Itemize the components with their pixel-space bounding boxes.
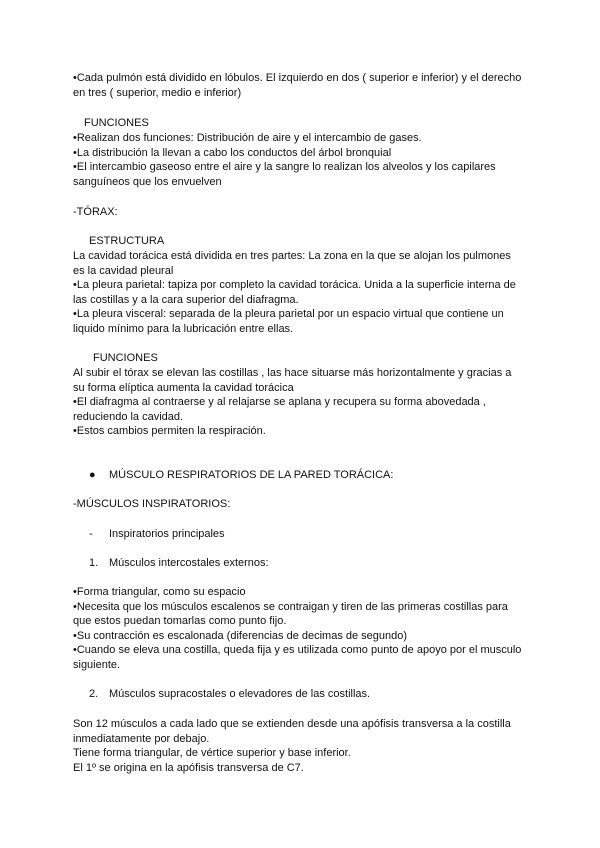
intercostales-item [89,556,269,571]
text-line: sanguíneos que los envuelven [73,175,222,188]
text-line: •La pleura parietal: tapiza por completo la cavidad torácica. Unida a la superficie interna de [73,279,516,292]
supracostales-text: Músculos supracostales o elevadores de las costillas. [109,688,371,700]
text-line: Al subir el tórax se elevan las costillas , las hace situarse más horizontalmente y gracias a [73,367,512,379]
text-line: es la cavidad pleural [73,264,174,277]
text-line: su forma elíptica aumenta la cavidad torácica [73,381,294,394]
bullet-marker: ● [89,469,96,481]
text-line: siguiente. [73,658,121,671]
intercostales-paragraph [73,585,528,673]
supracostales-item [89,687,370,702]
lobulos-paragraph [73,71,528,100]
number-marker: 1. [89,557,99,569]
text-line: •La distribución la llevan a cabo los conductos del árbol bronquial [73,146,392,159]
text-line: inmediatamente por debajo. [73,732,210,745]
text-line: •El intercambio gaseoso entre el aire y la sangre lo realizan los alveolos y los capilares [73,161,496,174]
text-line: que estos puedan tomarlas como punto fijo. [73,615,287,628]
text-line: en tres ( superior, medio e inferior) [73,86,242,99]
text-line: liquido mínimo para la lubricación entre ellas. [73,322,294,335]
musculos-inspiratorios-heading: -MÚSCULOS INSPIRATORIOS: [73,498,231,510]
text-line: •Realizan dos funciones: Distribución de aire y el intercambio de gases. [73,132,422,144]
text-line: •Cada pulmón está dividido en lóbulos. El izquierdo en dos ( superior e inferior) y el derecho [73,72,522,84]
text-line: •Forma triangular, como su espacio [73,586,246,598]
musculo-pared-text: MÚSCULO RESPIRATORIOS DE LA PARED TORÁCICA: [109,469,394,481]
funciones-heading-2: FUNCIONES [93,352,158,364]
inspiratorios-principales-item [89,527,225,542]
text-line: •Su contracción es escalonada (diferencias de decimas de segundo) [73,629,408,642]
supracostales-paragraph [73,717,528,775]
text-line: las costillas y a la cara superior del diafragma. [73,293,299,306]
estructura-paragraph [73,249,528,337]
text-line: La cavidad torácica está dividida en tres partes: La zona en la que se alojan los pulmones [73,250,511,262]
funciones-paragraph-2 [73,366,528,439]
funciones-paragraph-1 [73,131,528,189]
text-line: •La pleura visceral: separada de la pleura parietal por un espacio virtual que contiene un [73,308,504,321]
inspiratorios-principales-text: Inspiratorios principales [109,528,225,540]
text-line: reduciendo la cavidad. [73,410,184,423]
funciones-heading-1: FUNCIONES [84,117,149,129]
dash-marker: - [89,528,93,540]
text-line: Son 12 músculos a cada lado que se extienden desde una apófisis transversa a la costilla [73,718,511,730]
text-line: •Necesita que los músculos escalenos se contraigan y tiren de las primeras costillas para [73,600,508,613]
torax-heading: -TÓRAX: [73,206,118,218]
estructura-heading: ESTRUCTURA [89,235,165,247]
intercostales-text: Músculos intercostales externos: [109,557,269,569]
musculo-pared-bullet [89,468,393,483]
text-line: •Estos cambios permiten la respiración. [73,425,266,438]
text-line: •El diafragma al contraerse y al relajarse se aplana y recupera su forma abovedada , [73,396,486,409]
text-line: Tiene forma triangular, de vértice superior y base inferior. [73,747,351,760]
text-line: El 1º se origina en la apófisis transversa de C7. [73,761,304,774]
text-line: •Cuando se eleva una costilla, queda fija y es utilizada como punto de apoyo por el musculo [73,644,522,657]
number-marker: 2. [89,688,99,700]
